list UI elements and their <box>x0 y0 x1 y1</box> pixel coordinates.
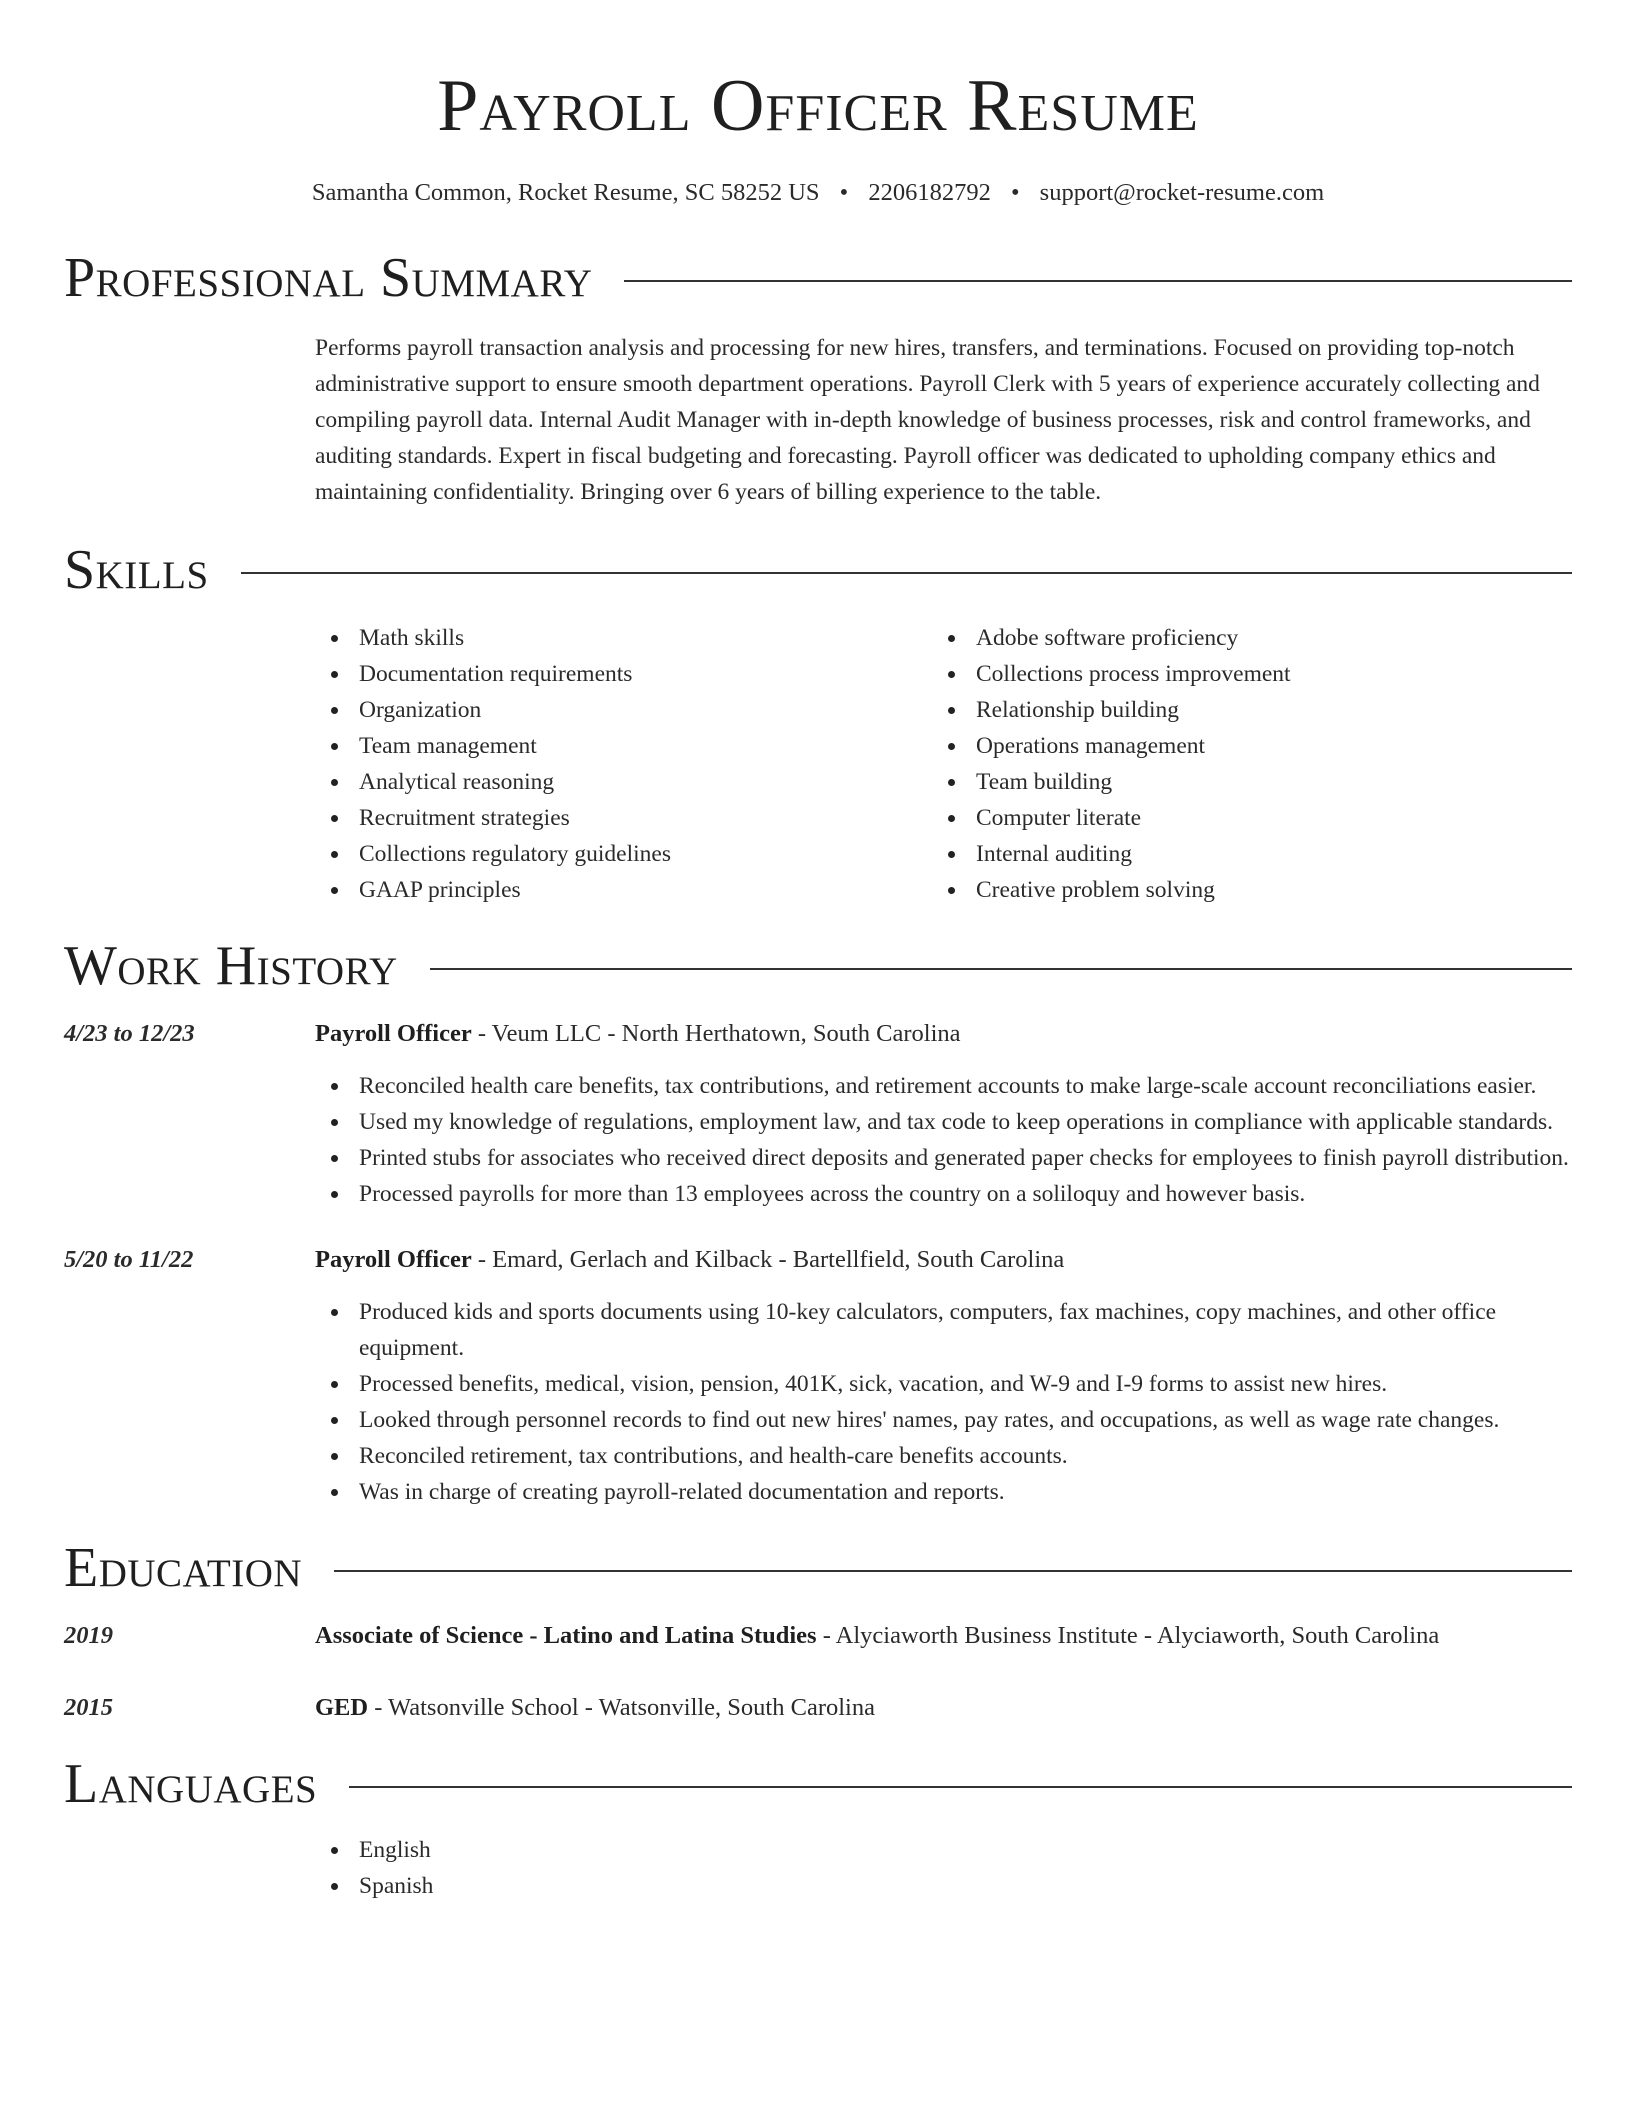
language-item: English <box>315 1832 1572 1868</box>
work-bullet: Produced kids and sports documents using 10-key calculators, computers, fax machines, copy machines, and other office equipment. <box>315 1294 1572 1366</box>
skill-item: Organization <box>315 692 932 728</box>
contact-email: support@rocket-resume.com <box>1039 179 1325 206</box>
education-headline <box>315 1618 1572 1654</box>
work-details: - Veum LLC - North Herthatown, South Carolina <box>471 1020 961 1047</box>
skill-item: Internal auditing <box>932 836 1549 872</box>
work-bullet: Reconciled health care benefits, tax contributions, and retirement accounts to make large-scale account reconciliations easier. <box>315 1068 1572 1104</box>
skill-item: Analytical reasoning <box>315 764 932 800</box>
education-entry <box>64 1690 1572 1726</box>
education-date: 2015 <box>64 1694 113 1721</box>
education-degree: Associate of Science - Latino and Latina Studies <box>315 1622 817 1649</box>
page-title: Payroll Officer Resume <box>437 65 1199 147</box>
section-divider <box>624 280 1572 282</box>
skill-item: Adobe software proficiency <box>932 620 1549 656</box>
work-bullet: Processed payrolls for more than 13 employees across the country on a soliloquy and however basis. <box>315 1176 1572 1212</box>
section-divider <box>430 968 1572 970</box>
education-details: - Watsonville School - Watsonville, South Carolina <box>368 1694 875 1721</box>
languages-list <box>315 1832 1572 1904</box>
skill-item: GAAP principles <box>315 872 932 908</box>
skill-item: Operations management <box>932 728 1549 764</box>
section-header-skills <box>64 538 1572 602</box>
work-headline <box>315 1242 1572 1278</box>
work-entry <box>64 1242 1572 1510</box>
contact-separator: • <box>1010 179 1020 206</box>
work-bullets <box>315 1294 1572 1510</box>
section-header-education <box>64 1536 1572 1600</box>
skill-item: Relationship building <box>932 692 1549 728</box>
work-details: - Emard, Gerlach and Kilback - Bartellfield, South Carolina <box>471 1246 1065 1273</box>
work-bullet: Looked through personnel records to find out new hires' names, pay rates, and occupations, as well as wage rate changes. <box>315 1402 1572 1438</box>
section-title-work: Work History <box>64 935 398 997</box>
section-header-languages <box>64 1752 1572 1816</box>
section-title-summary: Professional Summary <box>64 247 593 309</box>
work-headline <box>315 1016 1572 1052</box>
skill-item: Recruitment strategies <box>315 800 932 836</box>
skill-item: Collections process improvement <box>932 656 1549 692</box>
language-item: Spanish <box>315 1868 1572 1904</box>
work-bullet: Reconciled retirement, tax contributions, and health-care benefits accounts. <box>315 1438 1572 1474</box>
work-role: Payroll Officer <box>315 1020 472 1047</box>
skills-column-left <box>315 620 932 908</box>
skill-item: Computer literate <box>932 800 1549 836</box>
skills-list <box>315 620 1555 908</box>
education-entry <box>64 1618 1572 1654</box>
education-body <box>315 1618 1572 1654</box>
work-bullet: Printed stubs for associates who received direct deposits and generated paper checks for employees to finish payroll distribution. <box>315 1140 1572 1176</box>
work-bullet: Used my knowledge of regulations, employment law, and tax code to keep operations in compliance with applicable standards. <box>315 1104 1572 1140</box>
skill-item: Collections regulatory guidelines <box>315 836 932 872</box>
skill-item: Creative problem solving <box>932 872 1549 908</box>
section-header-work <box>64 934 1572 998</box>
education-details: - Alyciaworth Business Institute - Alyciaworth, South Carolina <box>816 1622 1440 1649</box>
skill-item: Team building <box>932 764 1549 800</box>
work-role: Payroll Officer <box>315 1246 472 1273</box>
section-divider <box>349 1786 1572 1788</box>
languages-bullets <box>315 1832 1572 1904</box>
work-date: 4/23 to 12/23 <box>64 1020 195 1047</box>
resume-page <box>64 0 1572 1904</box>
education-body <box>315 1690 1572 1726</box>
skill-item: Documentation requirements <box>315 656 932 692</box>
contact-phone: 2206182792 <box>868 179 991 206</box>
contact-address: Samantha Common, Rocket Resume, SC 58252 US <box>311 179 820 206</box>
skill-item: Team management <box>315 728 932 764</box>
skills-column-right <box>932 620 1549 908</box>
work-bullets <box>315 1068 1572 1212</box>
education-date: 2019 <box>64 1622 113 1649</box>
education-headline <box>315 1690 1572 1726</box>
contact-line <box>64 176 1572 210</box>
section-title-languages: Languages <box>64 1753 318 1815</box>
work-bullet: Was in charge of creating payroll-related documentation and reports. <box>315 1474 1572 1510</box>
skill-item: Math skills <box>315 620 932 656</box>
section-title-education: Education <box>64 1537 303 1599</box>
education-degree: GED <box>315 1694 369 1721</box>
work-entry <box>64 1016 1572 1212</box>
work-body <box>315 1242 1572 1510</box>
section-title-skills: Skills <box>64 539 209 601</box>
contact-separator: • <box>839 179 849 206</box>
work-bullet: Processed benefits, medical, vision, pension, 401K, sick, vacation, and W-9 and I-9 forms to assist new hires. <box>315 1366 1572 1402</box>
summary-text: Performs payroll transaction analysis and processing for new hires, transfers, and terminations. Focused on providing top-notch administrative support to ensure smooth department operations. Payroll Clerk with 5 years of experience accurately collecting and compiling payroll data. Internal Audit Manager with in-depth knowledge of business processes, risk and control frameworks, and auditing standards. Expert in fiscal budgeting and forecasting. Payroll officer was dedicated to upholding company ethics and maintaining confidentiality. Bringing over 6 years of billing experience to the table. <box>315 335 1540 505</box>
work-body <box>315 1016 1572 1212</box>
section-header-summary <box>64 246 1572 310</box>
section-divider <box>334 1570 1572 1572</box>
section-divider <box>241 572 1572 574</box>
work-date: 5/20 to 11/22 <box>64 1246 194 1273</box>
